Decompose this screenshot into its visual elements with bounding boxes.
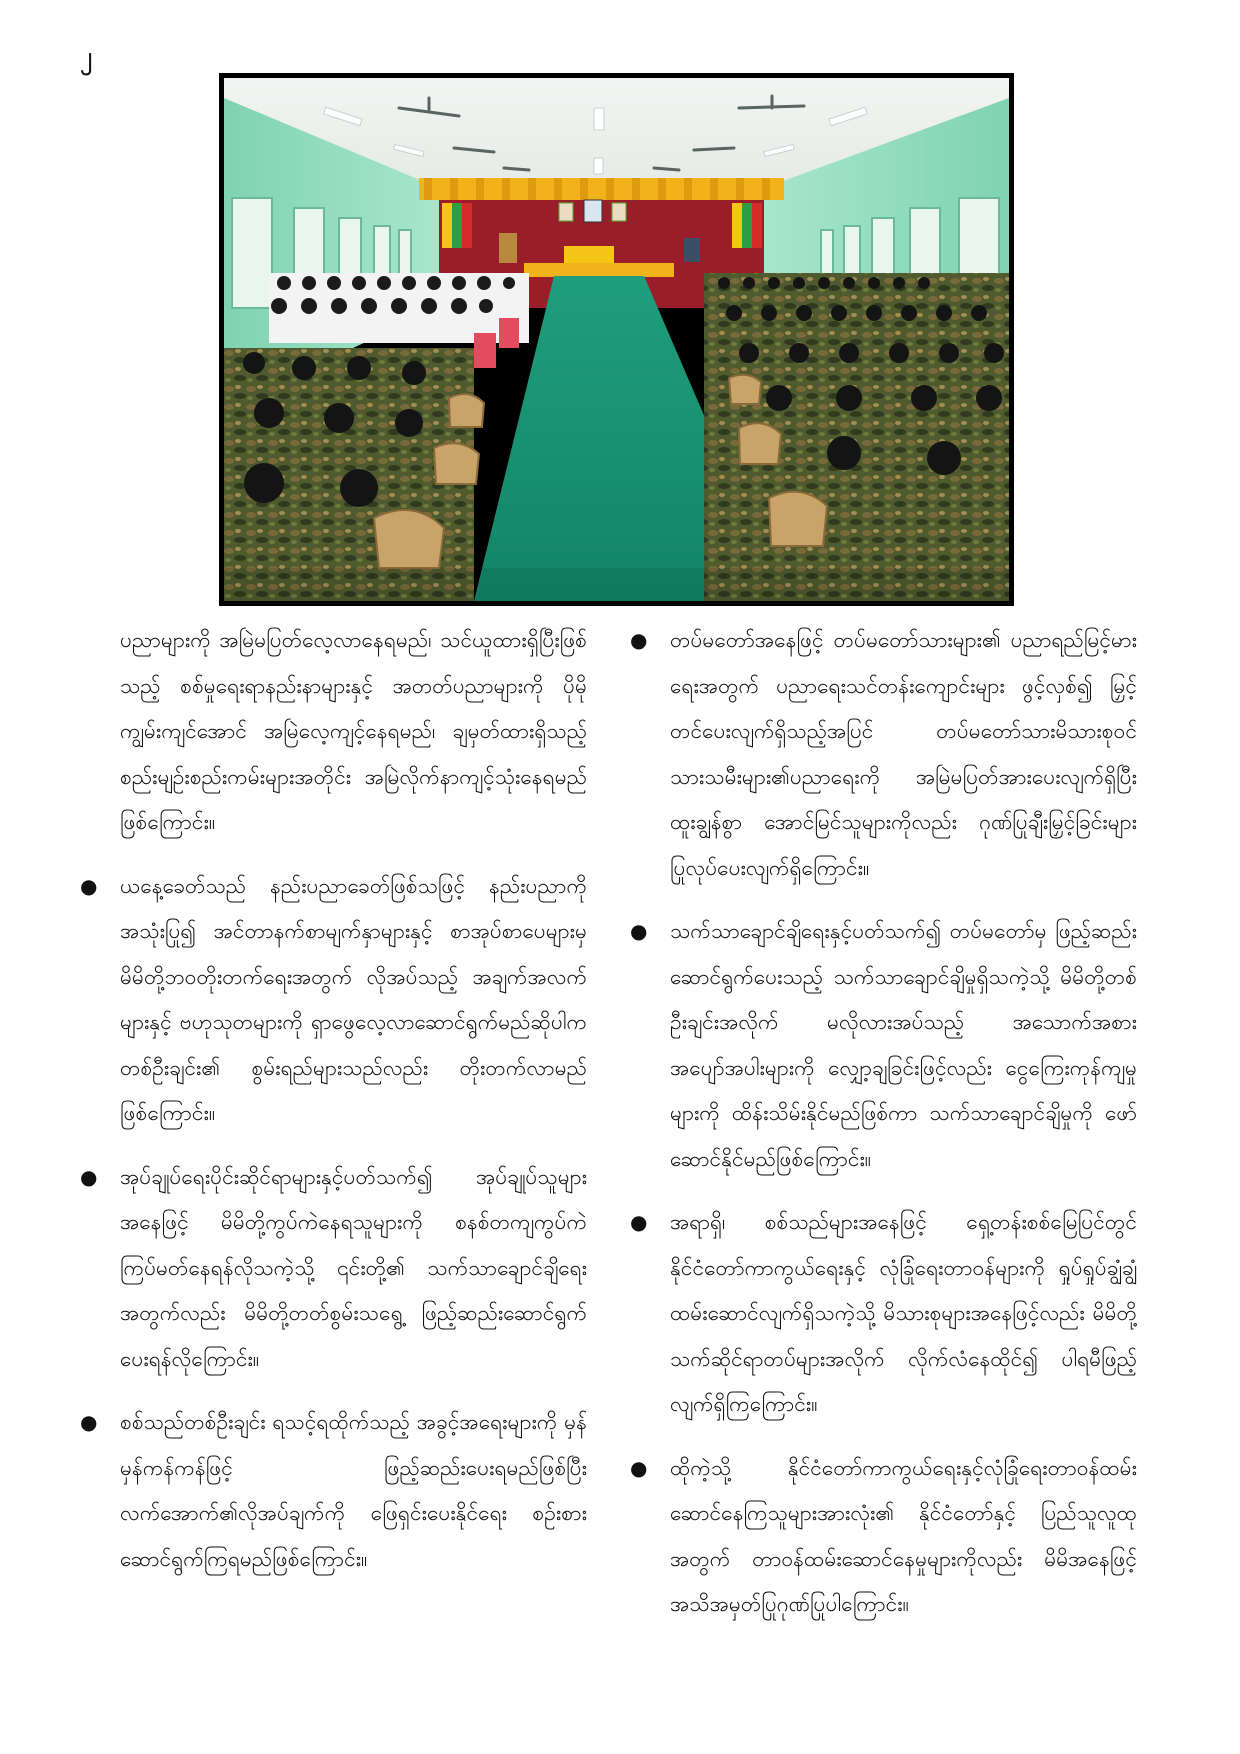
left-paragraph-4	[75, 1400, 587, 1582]
right-column	[625, 618, 1137, 1646]
left-paragraph-2-text: ယနေ့ခေတ်သည် နည်းပညာခေတ်ဖြစ်သဖြင့် နည်းပညာကိုအသုံးပြု၍ အင်တာနက်စာမျက်နှာများနှင့် စာအုပ်စာပေများမှ မိမိတို့ဘဝတိုးတက်ရေးအတွက် လိုအပ်သည့် အချက်အလက်များနှင့် ဗဟုသုတများကို ရှာဖွေလေ့လာဆောင်ရွက်မည်ဆိုပါက တစ်ဦးချင်း၏ စွမ်းရည်များသည်လည်း တိုးတက်လာမည်ဖြစ်ကြောင်း။	[120, 873, 587, 1125]
right-paragraph-1	[625, 618, 1137, 891]
meeting-hall-photo-illustration	[224, 78, 1009, 601]
bullet-icon: ●	[80, 873, 98, 898]
bullet-icon: ●	[630, 1210, 648, 1234]
bullet-icon: ●	[630, 919, 648, 943]
bullet-icon: ●	[80, 1410, 98, 1434]
right-paragraph-4	[625, 1446, 1137, 1628]
bullet-icon: ●	[80, 1164, 98, 1189]
meeting-hall-photo	[219, 73, 1014, 606]
left-paragraph-3	[75, 1155, 587, 1383]
bullet-icon: ●	[630, 1455, 648, 1480]
bullet-icon: ●	[630, 628, 648, 652]
right-paragraph-3-text: အရာရှိ၊ စစ်သည်များအနေဖြင့် ရှေ့တန်းစစ်မြေပြင်တွင် နိုင်ငံတော်ကာကွယ်ရေးနှင့် လုံခြုံရေးတာဝန်များကို ရှုပ်ရှုပ်ချွံချွံ ထမ်းဆောင်လျက်ရှိသကဲ့သို့ မိသားစုများအနေဖြင့်လည်း မိမိတို့သက်ဆိုင်ရာတပ်များအလိုက် လိုက်လံနေထိုင်၍ ပါရမီဖြည့်လျက်ရှိကြကြောင်း။	[670, 1210, 1137, 1416]
right-paragraph-1-text: တပ်မတော်အနေဖြင့် တပ်မတော်သားများ၏ ပညာရည်မြင့်မားရေးအတွက် ပညာရေးသင်တန်းကျောင်းများ ဖွင့်လှစ်၍ မြှင့်တင်ပေးလျက်ရှိသည့်အပြင် တပ်မတော်သားမိသားစုဝင်သားသမီးများ၏ပညာရေးကို အမြဲမပြတ်အားပေးလျက်ရှိပြီး ထူးချွန်စွာ အောင်မြင်သူများကိုလည်း ဂုဏ်ပြုချီးမြှင့်ခြင်းများ ပြုလုပ်ပေးလျက်ရှိကြောင်း။	[670, 628, 1137, 880]
left-paragraph-3-text: အုပ်ချုပ်ရေးပိုင်းဆိုင်ရာများနှင့်ပတ်သက်၍ အုပ်ချုပ်သူများအနေဖြင့် မိမိတို့ကွပ်ကဲနေရသူများကို စနစ်တကျကွပ်ကဲကြပ်မတ်နေရန်လိုသကဲ့သို့ ၎င်းတို့၏ သက်သာချောင်ချိရေးအတွက်လည်း မိမိတို့တတ်စွမ်းသရွေ့ ဖြည့်ဆည်းဆောင်ရွက်ပေးရန်လိုကြောင်း။	[120, 1164, 587, 1371]
left-column	[75, 618, 587, 1600]
right-paragraph-4-text: ထိုကဲ့သို့ နိုင်ငံတော်ကာကွယ်ရေးနှင့်လုံခြုံရေးတာဝန်ထမ်းဆောင်နေကြသူများအားလုံး၏ နိုင်ငံတော်နှင့် ပြည်သူလူထုအတွက် တာဝန်ထမ်းဆောင်နေမှုများကိုလည်း မိမိအနေဖြင့် အသိအမှတ်ပြုဂုဏ်ပြုပါကြောင်း။	[670, 1455, 1137, 1616]
right-paragraph-2	[625, 909, 1137, 1182]
left-paragraph-1: ပညာများကို အမြဲမပြတ်လေ့လာနေရမည်၊ သင်ယူထားရှိပြီးဖြစ်သည့် စစ်မှုရေးရာနည်းနာများနှင့် အတတ်ပညာများကို ပိုမိုကျွမ်းကျင်အောင် အမြဲလေ့ကျင့်နေရမည်၊ ချမှတ်ထားရှိသည့်စည်းမျဉ်းစည်းကမ်းများအတိုင်း အမြဲလိုက်နာကျင့်သုံးနေရမည်ဖြစ်ကြောင်း။	[120, 628, 587, 834]
page-number: ၂	[80, 42, 92, 70]
right-paragraph-2-text: သက်သာချောင်ချိရေးနှင့်ပတ်သက်၍ တပ်မတော်မှ ဖြည့်ဆည်းဆောင်ရွက်ပေးသည့် သက်သာချောင်ချိမှုရှိသကဲ့သို့ မိမိတို့တစ်ဦးချင်းအလိုက် မလိုလားအပ်သည့် အသောက်အစားအပျော်အပါးများကို လျှော့ချခြင်းဖြင့်လည်း ငွေကြေးကုန်ကျမှုများကို ထိန်းသိမ်းနိုင်မည်ဖြစ်ကာ သက်သာချောင်ချိမှုကို ဖော်ဆောင်နိုင်မည်ဖြစ်ကြောင်း။	[670, 919, 1137, 1171]
left-paragraph-2	[75, 864, 587, 1137]
right-paragraph-3	[625, 1200, 1137, 1428]
left-paragraph-4-text: စစ်သည်တစ်ဦးချင်း ရသင့်ရထိုက်သည့် အခွင့်အရေးများကို မှန်မှန်ကန်ကန်ဖြင့် ဖြည့်ဆည်းပေးရမည်ဖြစ်ပြီး လက်အောက်၏လိုအပ်ချက်ကို ဖြေရှင်းပေးနိုင်ရေး စဉ်းစားဆောင်ရွက်ကြရမည်ဖြစ်ကြောင်း။	[120, 1410, 587, 1571]
